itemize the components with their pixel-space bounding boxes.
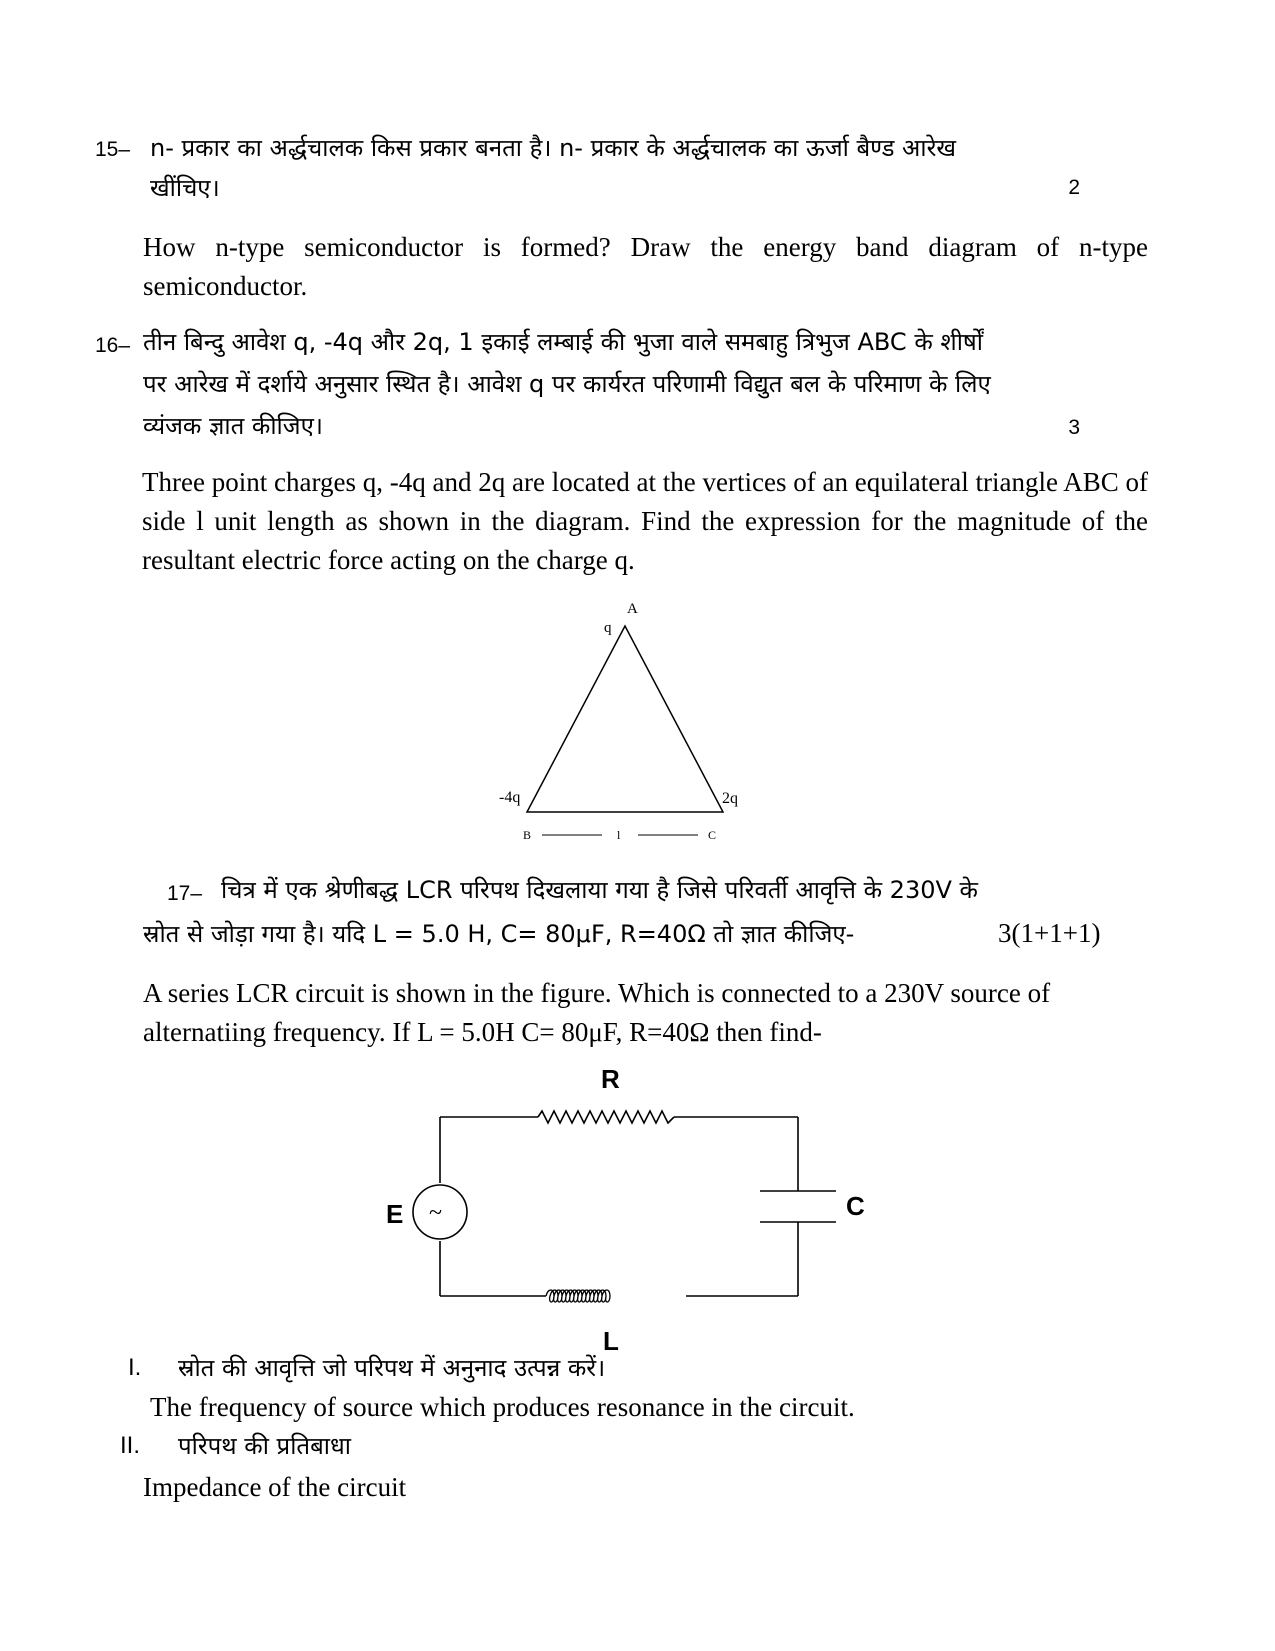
triangle-diagram xyxy=(480,590,780,850)
inductor-label: L xyxy=(603,1326,619,1356)
part-1-english: The frequency of source which produces resonance in the circuit. xyxy=(150,1392,855,1422)
question-15-english: How n-type semiconductor is formed? Draw the energy band diagram of n-type semiconductor. xyxy=(143,232,1148,301)
question-16-number: 16– xyxy=(95,334,131,357)
resistor-label: R xyxy=(601,1064,620,1094)
side-length-label: l xyxy=(617,828,621,842)
question-16-english: Three point charges q, -4q and 2q are located at the vertices of an equilateral triangle ABC of side l unit length as shown in the diagram. Find the expression for the magnitude of the resultant electric force acting on the charge q. xyxy=(142,467,1148,575)
resistor-symbol xyxy=(538,1111,674,1123)
question-17-hindi-line-1: चित्र में एक श्रेणीबद्ध LCR परिपथ दिखलाया गया है जिसे परिवर्ती आवृत्ति के 230V के xyxy=(221,876,978,904)
question-17-english xyxy=(143,974,1148,1052)
question-16-marks: 3 xyxy=(1068,416,1080,439)
ac-source-symbol: ~ xyxy=(429,1200,442,1226)
question-15-number: 15– xyxy=(95,138,131,161)
question-15-hindi-line-1: n- प्रकार का अर्द्धचालक किस प्रकार बनता है। n- प्रकार के अर्द्धचालक का ऊर्जा बैण्ड आरेख xyxy=(150,134,957,162)
part-2-english: Impedance of the circuit xyxy=(143,1472,407,1502)
question-17-marks: 3(1+1+1) xyxy=(998,918,1101,948)
question-16-hindi-line-1: तीन बिन्दु आवेश q, -4q और 2q, 1 इकाई लम्बाई की भुजा वाले समबाहु त्रिभुज ABC के शीर्षों xyxy=(143,328,984,356)
vertex-c-label: C xyxy=(708,828,717,842)
charge-c-label: 2q xyxy=(722,790,738,807)
equilateral-triangle xyxy=(527,626,723,812)
part-1-hindi: स्रोत की आवृत्ति जो परिपथ में अनुनाद उत्पन्न करें। xyxy=(178,1354,606,1382)
vertex-b-label: B xyxy=(523,828,532,842)
question-15-marks: 2 xyxy=(1068,176,1080,199)
question-17-english-line-1: A series LCR circuit is shown in the figure. Which is connected to a 230V source of xyxy=(143,978,1051,1008)
question-16-hindi-line-3: व्यंजक ज्ञात कीजिए। xyxy=(143,412,323,440)
part-1-roman: I. xyxy=(128,1354,142,1381)
capacitor-label: C xyxy=(846,1191,865,1221)
vertex-a-label: A xyxy=(627,601,638,617)
question-15-hindi-line-2: खींचिए। xyxy=(150,174,220,202)
question-16-hindi-line-2: पर आरेख में दर्शाये अनुसार स्थित है। आवेश q पर कार्यरत परिणामी विद्युत बल के परिमाण के लिए xyxy=(143,370,991,398)
inductor-symbol xyxy=(546,1290,610,1302)
question-17-english-line-2: alternatiing frequency. If L = 5.0H C= 80μF, R=40Ω then find- xyxy=(143,1017,822,1047)
part-2-roman: II. xyxy=(120,1432,141,1459)
charge-a-label: q xyxy=(604,620,612,636)
lcr-circuit-diagram xyxy=(370,1060,890,1360)
charge-b-label: -4q xyxy=(499,789,521,806)
part-2-hindi: परिपथ की प्रतिबाधा xyxy=(178,1432,351,1460)
source-label: E xyxy=(386,1199,404,1229)
question-17-number: 17– xyxy=(167,882,203,905)
question-17-hindi-line-2: स्रोत से जोड़ा गया है। यदि L = 5.0 H, C= 80μF, R=40Ω तो ज्ञात कीजिए- xyxy=(143,920,855,948)
